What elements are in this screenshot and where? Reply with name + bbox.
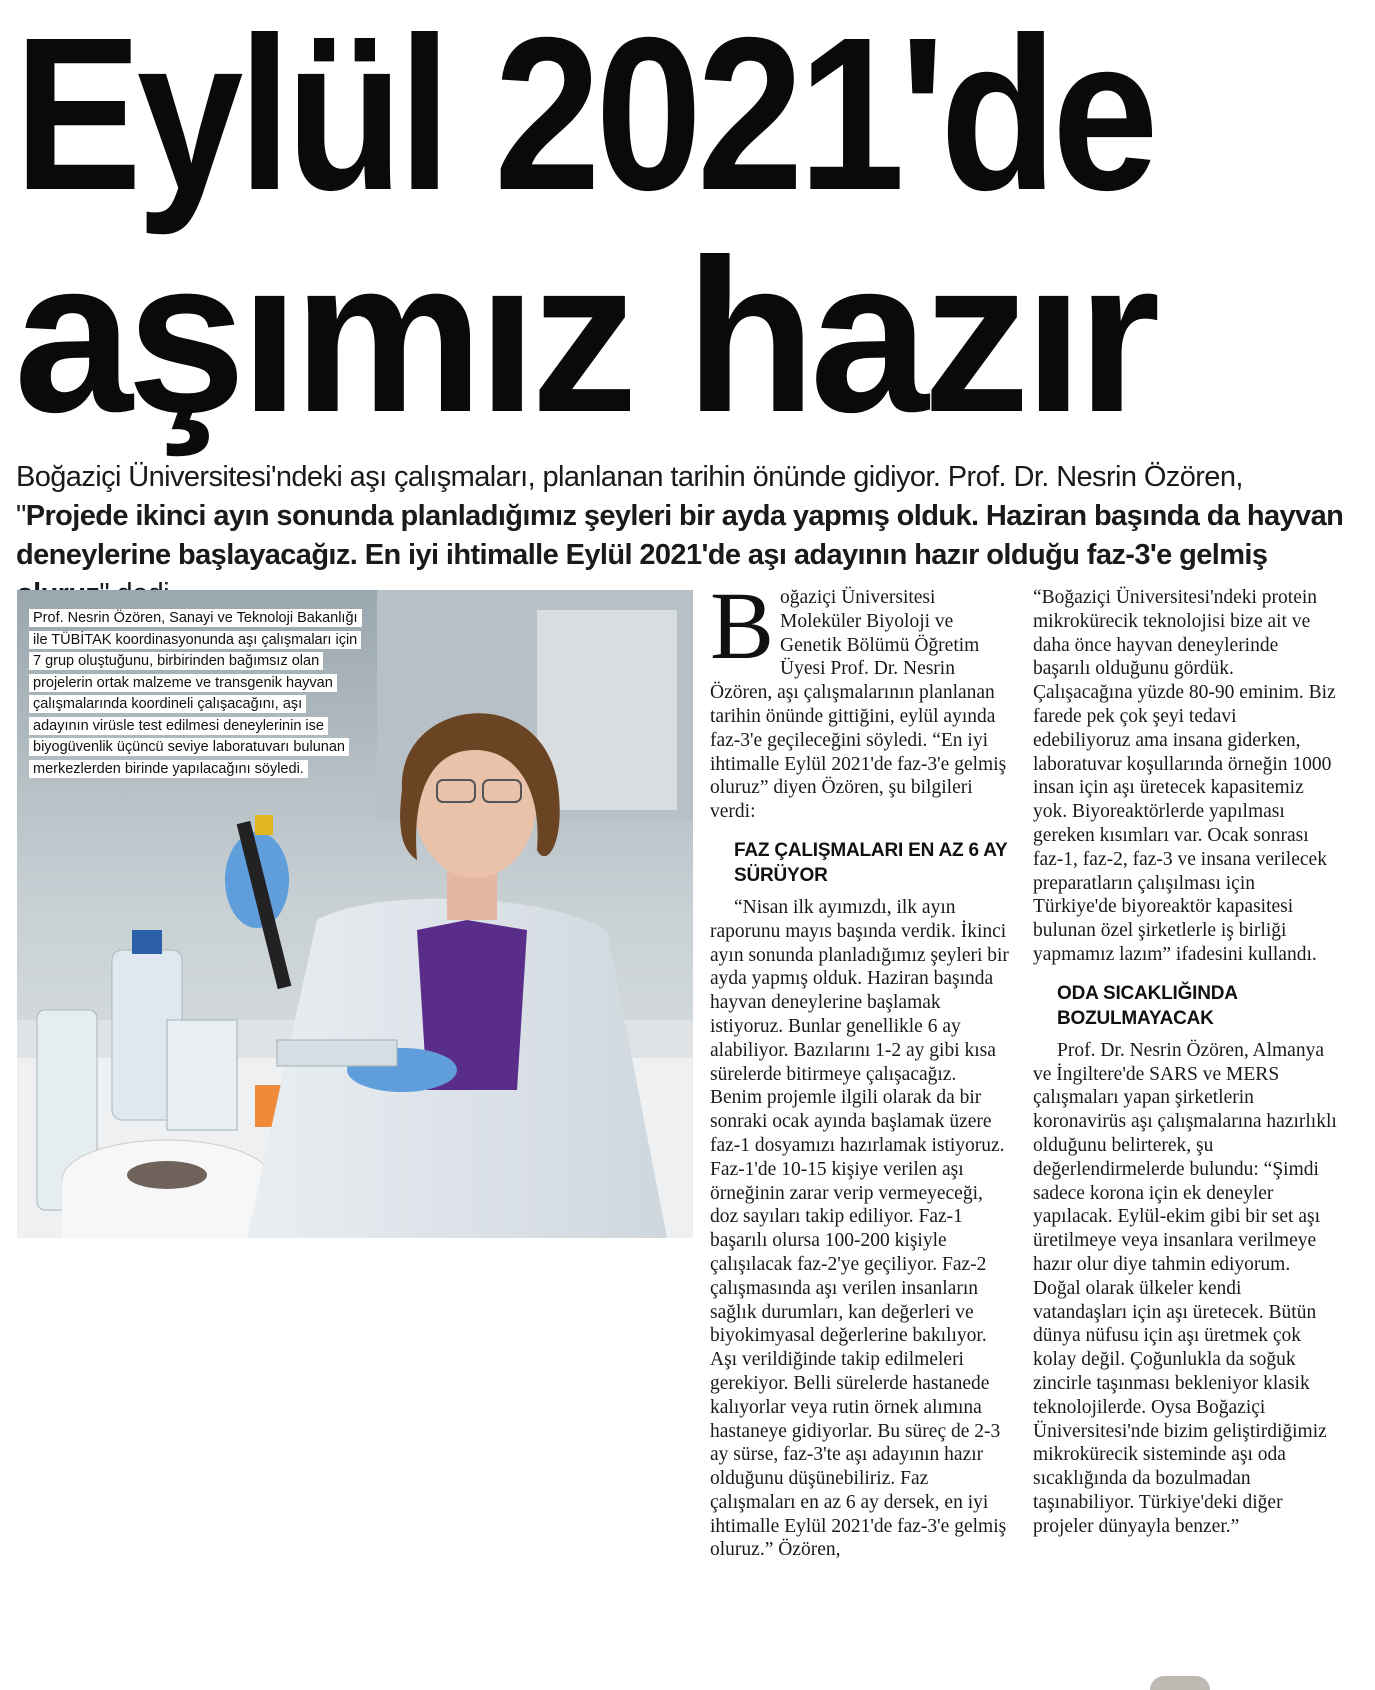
body-paragraph: “Boğaziçi Üniversitesi'ndeki protein mikrokürecik teknolojisi bize ait ve daha önce hayvan deneylerinde başarılı olduğunu gördük. Çalışacağına yüzde 80-90 eminim. Biz farede pek çok şeyi tedavi edebiliyoruz ama insana giderken, laboratuvar koşullarında örneğin 1000 insan için aşı üretecek kapasitemiz yok. Biyoreaktörlerde yapılması gereken kısımları var. Ocak sonrası faz-1, faz-2, faz-3 ve insana verilecek preparatların çalışılması için Türkiye'de biyoreaktör kapasitesi bulunan özel şirketlerle iş birliği yapmamız lazım” ifadesini kullandı. [1033,587,1336,965]
photo-caption-text: Prof. Nesrin Özören, Sanayi ve Teknoloji Bakanlığı ile TÜBİTAK koordinasyonunda aşı çalışmaları için 7 grup oluştuğunu, birbirinden bağımsız olan projelerin ortak malzeme ve transgenik hayvan çalışmalarında koordineli çalışacağını, aşı adayının virüsle test edilmesi deneylerinin ise biyogüvenlik üçüncü seviye laboratuvarı bulunan merkezlerden birinde yapılacağını söyledi. [29,609,362,778]
headline-line-1: Eylül 2021'de [14,0,1154,236]
article-photo [17,590,693,1238]
article-column-1 [710,572,1010,1562]
body-paragraph: “Nisan ilk ayımızdı, ilk ayın raporunu mayıs başında verdik. İkinci ayın sonunda planladığımız şeyleri bir ayda yapmış olduk. Haziran başında hayvan deneylerine başlamak istiyoruz. Bunlar genellikle 6 ay alabiliyor. Bazılarını 1-2 ay gibi kısa sürelerde bitirmeye çalışacağız. Benim projemle ilgili olarak da bir sonraki ocak ayında başlamak üzere faz-1 dosyamızı hazırlamak istiyoruz. Faz-1'de 10-15 kişiye verilen aşı örneğinin zarar verip vermeyeceği, doz sayıları takip ediliyor. Faz-1 başarılı olursa 100-200 kişiyle çalışılacak faz-2'ye geçiliyor. Faz-2 çalışmasında aşı verilen insanların sağlık durumları, kan değerleri ve biyokimyasal değerlerine bakılıyor. Aşı verildiğinde takip edilmeleri gerekiyor. Belli sürelerde hastanede kalıyorlar veya rutin örnek alımına hastaneye gidiyorlar. Bu süreç de 2-3 ay sürse, faz-3'te aşı adayının hazır olduğunu düşünebiliriz. Faz çalışmaları en az 6 ay dersek, en iyi ihtimalle Eylül 2021'de faz-3'e gelmiş oluruz.” Özören, [710,896,1009,1561]
lede-intro: Boğaziçi Üniversitesi'ndeki aşı çalışmaları, planlanan tarihin önünde gidiyor. Prof. Dr. Nesrin Özören, " [16,461,1243,532]
article-column-2 [1033,586,1338,1538]
cropped-photo-edge [1150,1676,1210,1690]
subheading-oda: ODA SICAKLIĞINDA BOZULMAYACAK [1057,982,1238,1029]
drop-cap: B [710,572,775,679]
intro-text: oğaziçi Üniversitesi Moleküler Biyoloji ve Genetik Bölümü Öğretim Üyesi Prof. Dr. Nesrin Özören, aşı çalışmalarının planlanan tarihin önünde gittiğini, eylül ayında faz-3'e geçileceğini söyledi. “En iyi ihtimalle Eylül 2021'de faz-3'e gelmiş oluruz” diyen Özören, şu bilgileri verdi: [710,587,1007,823]
lede-quote: Projede ikinci ayın sonunda planladığımız şeyleri bir ayda yapmış olduk. Haziran başında da hayvan deneylerine başlayacağız. En iyi ihtimalle Eylül 2021'de aşı adayının hazır olduğu faz-3'e gelmiş [16,500,1344,571]
body-paragraph: Prof. Dr. Nesrin Özören, Almanya ve İngiltere'de SARS ve MERS çalışmaları yapan şirketlerin koronavirüs aşı çalışmalarına hazırlıklı olduğunu belirterek, şu değerlendirmelerde bulundu: “Şimdi sadece korona için ek deneyler yapılacak. Eylül-ekim gibi bir set aşı üretilmeye veya insanlara verilmeye hazır olur diye tahmin ediyorum. Doğal olarak ülkeler kendi vatandaşları için aşı üretecek. Bütün dünya nüfusu için aşı üretmek çok kolay değil. Çoğunlukla da soğuk zincirle taşınması bekleniyor klasik teknolojilerde. Oysa Boğaziçi Üniversitesi'nde bizim geliştirdiğimiz mikrokürecik sisteminde aşı oda sıcaklığında da bozulmadan taşınabiliyor. Türkiye'deki diğer projeler dünyayla benzer.” [1033,1039,1337,1537]
intro-paragraph [710,572,1010,824]
subheading-faz: FAZ ÇALIŞMALARI EN AZ 6 AY SÜRÜYOR [734,839,1008,886]
headline-line-2: aşımız hazır [14,215,1155,458]
photo-caption [29,608,359,780]
